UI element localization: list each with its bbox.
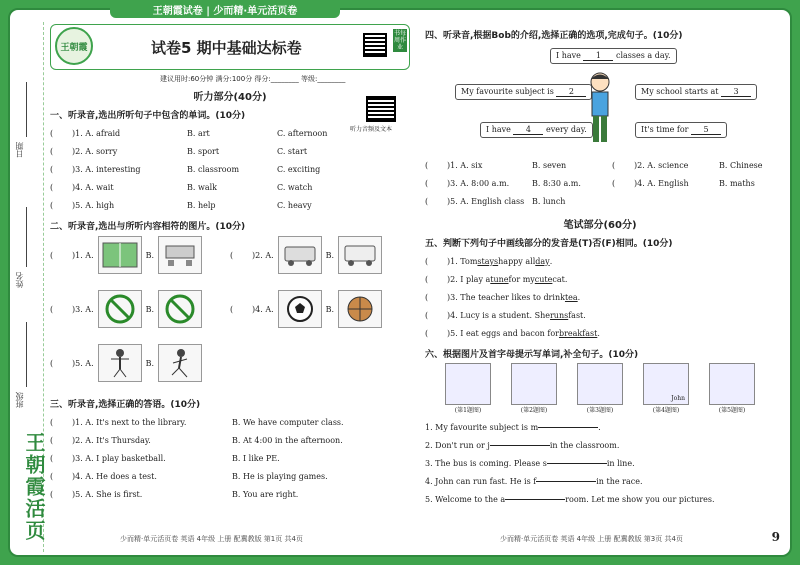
answer-blank[interactable] — [547, 463, 607, 464]
q6-labels: (第1题图) (第2题图) (第3题图) (第4题图) (第5题图) — [454, 407, 746, 414]
date-line — [26, 82, 27, 137]
q3-row: ( )5. A. She is first. B. You are right. — [50, 489, 299, 499]
qr-tag: 书每周作业 — [394, 30, 407, 51]
q4-row: ( )1. A. six B. seven ( )2. A. science B. Chinese — [425, 160, 763, 170]
q3-row: ( )3. A. I play basketball. B. I like PE. — [50, 453, 280, 463]
answer-blank[interactable] — [536, 481, 596, 482]
q3-row: ( )1. A. It's next to the library. B. We have computer class. — [50, 417, 344, 427]
q4-row: ( )5. A. English class B. lunch — [425, 196, 566, 206]
q3-title: 三、听录音,选择正确的答语。(10分) — [50, 400, 201, 410]
binding-sidebar — [8, 22, 44, 552]
q3-list — [50, 413, 410, 503]
audio-qr-icon[interactable] — [366, 96, 396, 122]
paper-header — [50, 24, 410, 70]
q1-row: ( )3. A. interesting B. classroom C. exciting — [50, 164, 321, 174]
q6-row: 5. Welcome to the a room. Let me show you our pictures. — [425, 494, 715, 504]
q1-row: ( )5. A. high B. help C. heavy — [50, 200, 312, 210]
q2-row: ( )1. A. B. ( )2. A. B. — [50, 235, 410, 275]
qr-code-icon[interactable] — [363, 33, 387, 57]
name-label: 姓名 — [15, 272, 24, 288]
footer-right: 少而精·单元活页卷 英语 4年级 上册 配冀教版 第3页 共4页 — [500, 535, 683, 543]
q2-title: 二、听录音,选出与所听内容相符的图片。(10分) — [50, 222, 246, 232]
q4-title: 四、听录音,根据Bob的介绍,选择正确的选项,完成句子。(10分) — [425, 31, 683, 41]
q3-row: ( )2. A. It's Thursday. B. At 4:00 in the afternoon. — [50, 435, 343, 445]
bubble-1: I have 1 classes a day. — [550, 48, 677, 64]
q6-row: 3. The bus is coming. Please s in line. — [425, 458, 635, 468]
q5-row: ( )3. The teacher likes to drink tea . — [425, 292, 581, 302]
q3-row: ( )4. A. He does a test. B. He is playing games. — [50, 471, 328, 481]
q2-row: ( )5. A. B. — [50, 343, 410, 383]
q1-title: 一、听录音,选出所听句子中包含的单词。(10分) — [50, 111, 246, 121]
answer-blank[interactable] — [538, 427, 598, 428]
bubble-3: My school starts at 3 — [635, 84, 757, 100]
answer-blank[interactable] — [505, 499, 565, 500]
q6-row: 2. Don't run or j in the classroom. — [425, 440, 620, 450]
name-line — [26, 207, 27, 267]
q6-pictures — [445, 363, 775, 405]
exam-meta: 建议用时:60分钟 满分:100分 得分:________ 等级:________ — [160, 75, 346, 83]
bubble-5: It's time for 5 — [635, 122, 727, 138]
q6-picture-2 — [511, 363, 557, 405]
bob-figure — [585, 70, 615, 150]
q5-row: ( )2. I play a tune for my cute cat. — [425, 274, 568, 284]
brand-logo: 王朝霞 — [55, 27, 93, 65]
bubble-2: My favourite subject is 2 — [455, 84, 592, 100]
q5-row: ( )5. I eat eggs and bacon for breakfast . — [425, 328, 600, 338]
q6-row: 1. My favourite subject is m . — [425, 422, 601, 432]
q6-title: 六、根据图片及首字母提示写单词,补全句子。(10分) — [425, 350, 639, 360]
answer-blank[interactable] — [490, 445, 550, 446]
bubble-4: I have 4 every day. — [480, 122, 593, 138]
qr-caption: 听力音频及文本 — [350, 126, 393, 133]
q1-row: ( )1. A. afraid B. art C. afternoon — [50, 128, 328, 138]
q4-row: ( )3. A. 8:00 a.m. B. 8:30 a.m. ( )4. A. English B. maths — [425, 178, 755, 188]
girl-dancing-picture — [98, 344, 142, 382]
q1-row: ( )4. A. wait B. walk C. watch — [50, 182, 313, 192]
left-column — [50, 22, 410, 503]
q6-picture-4: John — [643, 363, 689, 405]
brand-band: 王朝霞试卷 | 少而精·单元活页卷 — [110, 0, 340, 18]
class-line — [26, 322, 27, 387]
basketball-icon — [338, 290, 382, 328]
bob-scene — [425, 44, 775, 156]
classroom-picture — [158, 236, 202, 274]
no-running-sign-icon — [98, 290, 142, 328]
date-label: 日期 — [15, 142, 24, 158]
bus-picture-b — [338, 236, 382, 274]
page-number: 9 — [771, 530, 780, 544]
q6-list — [425, 418, 775, 508]
paper-title: 试卷5 期中基础达标卷 — [151, 39, 302, 57]
q5-title: 五、判断下列句子中画线部分的发音是(T)否(F)相同。(10分) — [425, 239, 673, 249]
q6-row: 4. John can run fast. He is f in the race. — [425, 476, 643, 486]
q5-row: ( )1. Tom stays happy all day . — [425, 256, 553, 266]
q5-list — [425, 252, 775, 342]
bus-picture — [278, 236, 322, 274]
q6-picture-5 — [709, 363, 755, 405]
footer-left: 少而精·单元活页卷 英语 4年级 上册 配冀教版 第1页 共4页 — [120, 535, 303, 543]
q6-picture-1 — [445, 363, 491, 405]
q5-row: ( )4. Lucy is a student. She runs fast. — [425, 310, 586, 320]
listening-heading: 听力部分(40分) — [193, 92, 267, 103]
field-picture — [98, 236, 142, 274]
q1-row: ( )2. A. sorry B. sport C. start — [50, 146, 308, 156]
q6-picture-3 — [577, 363, 623, 405]
no-eating-sign-icon — [158, 290, 202, 328]
girl-running-picture — [158, 344, 202, 382]
class-label: 班级 — [15, 392, 24, 408]
right-column — [425, 22, 775, 508]
football-icon — [278, 290, 322, 328]
writing-heading: 笔试部分(60分) — [563, 220, 637, 231]
q4-options — [425, 156, 775, 210]
q2-row: ( )3. A. B. ( )4. A. B. — [50, 289, 410, 329]
side-brand: 王朝霞活页 — [22, 432, 46, 542]
q1-list — [50, 124, 410, 214]
q2-pictures — [50, 235, 410, 383]
